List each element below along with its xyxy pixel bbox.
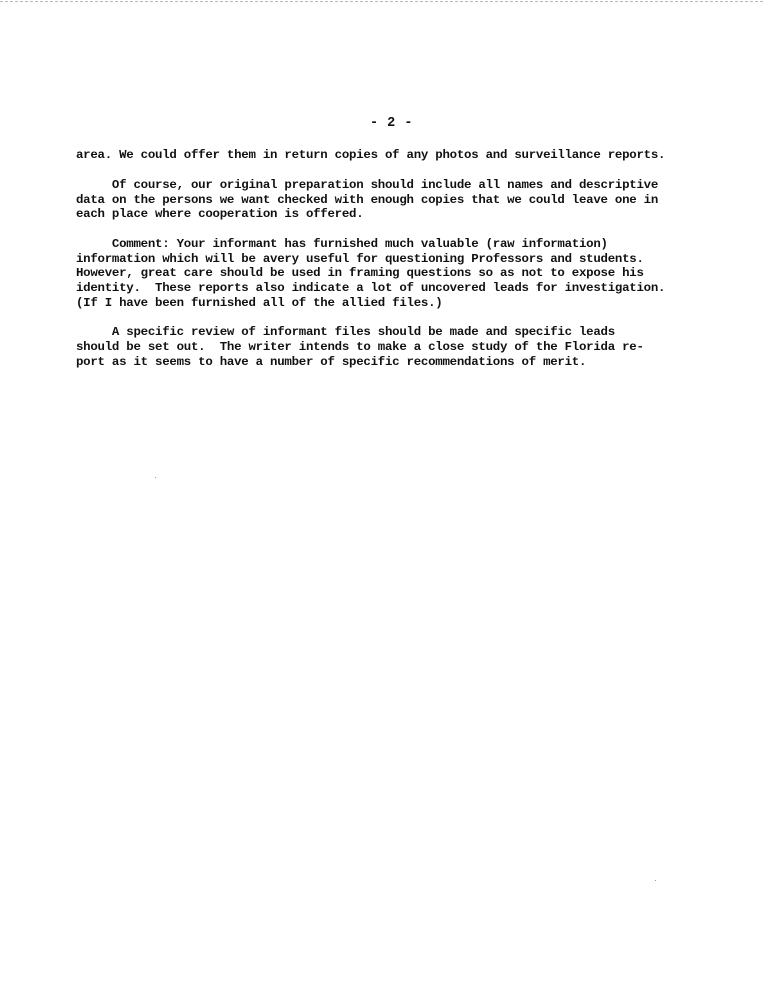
page-top-edge [0,1,763,2]
body-text-line: However, great care should be used in framing questions so as not to expose his [76,266,644,280]
body-text-line: each place where cooperation is offered. [76,207,364,221]
body-text-line: information which will be avery useful for questioning Professors and students. [76,252,644,266]
body-text-line: should be set out. The writer intends to make a close study of the Florida re- [76,340,644,354]
body-text-line: data on the persons we want checked with enough copies that we could leave one in [76,193,659,207]
scan-speck [655,880,656,881]
body-text-line: identity. These reports also indicate a lot of uncovered leads for investigation. [76,281,666,295]
body-text-line: area. We could offer them in return copies of any photos and surveillance reports. [76,148,666,162]
body-text-line: port as it seems to have a number of specific recommendations of merit. [76,355,587,369]
page-number: - 2 - [369,116,413,131]
body-text-line: Of course, our original preparation should include all names and descriptive [76,178,659,192]
scan-speck [155,477,156,478]
body-text-line: Comment: Your informant has furnished much valuable (raw information) [76,237,608,251]
body-text-line: (If I have been furnished all of the allied files.) [76,296,443,310]
body-text-line: A specific review of informant files should be made and specific leads [76,325,615,339]
